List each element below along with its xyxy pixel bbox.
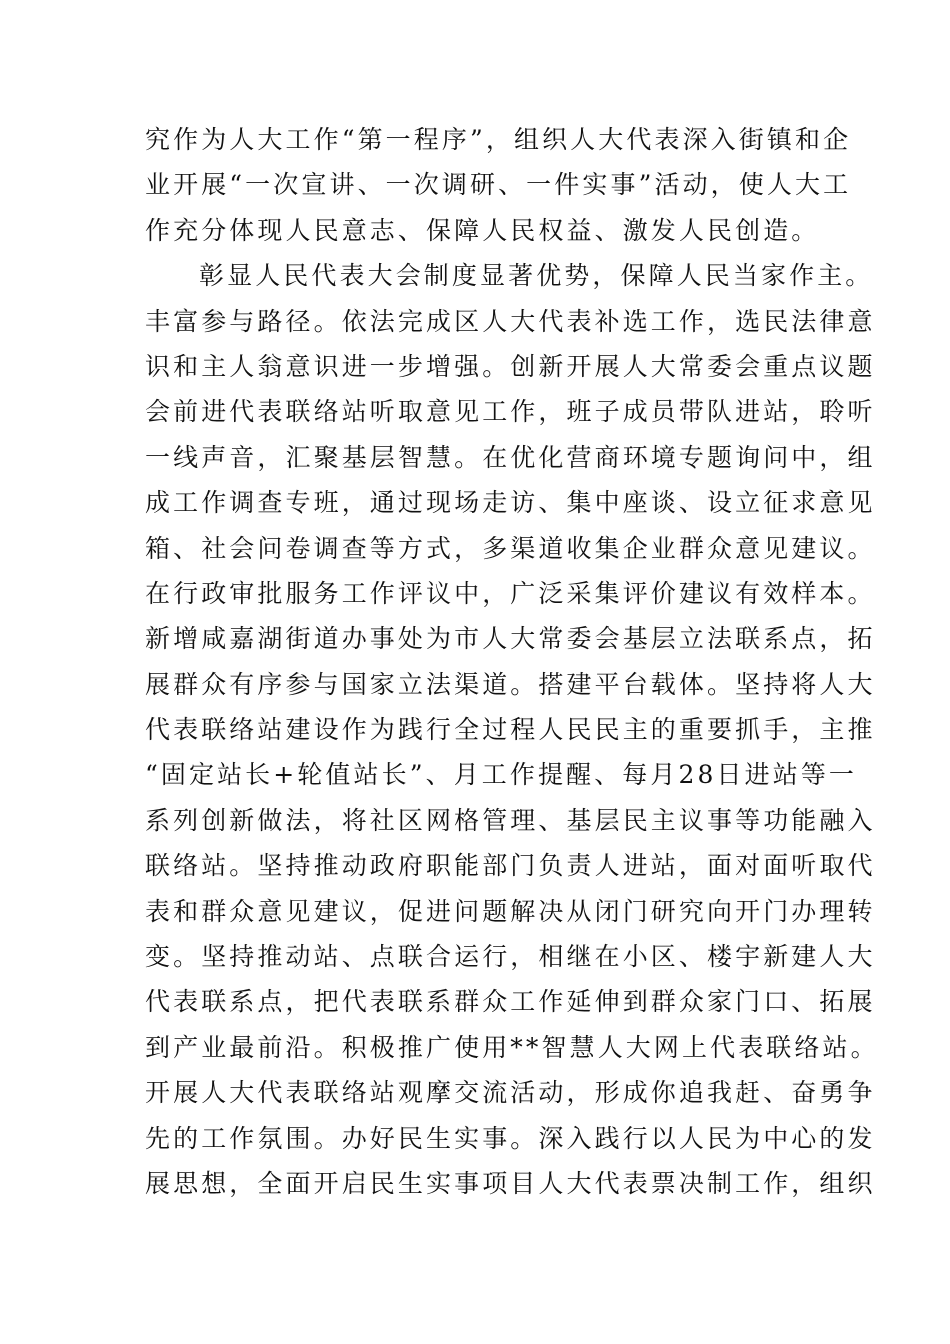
text-line: 系列创新做法，将社区网格管理、基层民主议事等功能融入	[145, 805, 876, 835]
text-line: 表和群众意见建议，促进问题解决从闭门研究向开门办理转	[145, 896, 876, 926]
text-line: 代表联络站建设作为践行全过程人民民主的重要抓手，主推	[145, 715, 876, 745]
text-line: 在行政审批服务工作评议中，广泛采集评价建议有效样本。	[145, 578, 876, 608]
text-line: 展思想，全面开启民生实事项目人大代表票决制工作，组织	[145, 1168, 876, 1198]
text-line: 代表联系点，把代表联系群众工作延伸到群众家门口、拓展	[145, 987, 876, 1017]
text-line: 会前进代表联络站听取意见工作，班子成员带队进站，聆听	[145, 397, 876, 427]
text-line: 业开展“一次宣讲、一次调研、一件实事”活动，使人大工	[145, 170, 852, 200]
text-line: 识和主人翁意识进一步增强。创新开展人大常委会重点议题	[145, 351, 876, 381]
text-line: 变。坚持推动站、点联合运行，相继在小区、楼宇新建人大	[145, 942, 876, 972]
text-line: 新增咸嘉湖街道办事处为市人大常委会基层立法联系点，拓	[145, 624, 876, 654]
text-line: 箱、社会问卷调查等方式，多渠道收集企业群众意见建议。	[145, 533, 876, 563]
paragraph-first-line: 彰显人民代表大会制度显著优势，保障人民当家作主。	[199, 261, 874, 291]
text-line: 作充分体现人民意志、保障人民权益、激发人民创造。	[145, 215, 820, 245]
text-line: 丰富参与路径。依法完成区人大代表补选工作，选民法律意	[145, 306, 876, 336]
text-line: 先的工作氛围。办好民生实事。深入践行以人民为中心的发	[145, 1123, 876, 1153]
text-line: 联络站。坚持推动政府职能部门负责人进站，面对面听取代	[145, 851, 876, 881]
text-line: 开展人大代表联络站观摩交流活动，形成你追我赶、奋勇争	[145, 1078, 876, 1108]
text-line: 一线声音，汇聚基层智慧。在优化营商环境专题询问中，组	[145, 442, 876, 472]
text-line: 成工作调查专班，通过现场走访、集中座谈、设立征求意见	[145, 488, 876, 518]
text-line: 展群众有序参与国家立法渠道。搭建平台载体。坚持将人大	[145, 669, 876, 699]
text-line: 到产业最前沿。积极推广使用**智慧人大网上代表联络站。	[145, 1032, 879, 1062]
text-line: “固定站长+轮值站长”、月工作提醒、每月28日进站等一	[145, 760, 858, 790]
text-line: 究作为人大工作“第一程序”，组织人大代表深入街镇和企	[145, 125, 852, 154]
body-text	[145, 117, 879, 1206]
